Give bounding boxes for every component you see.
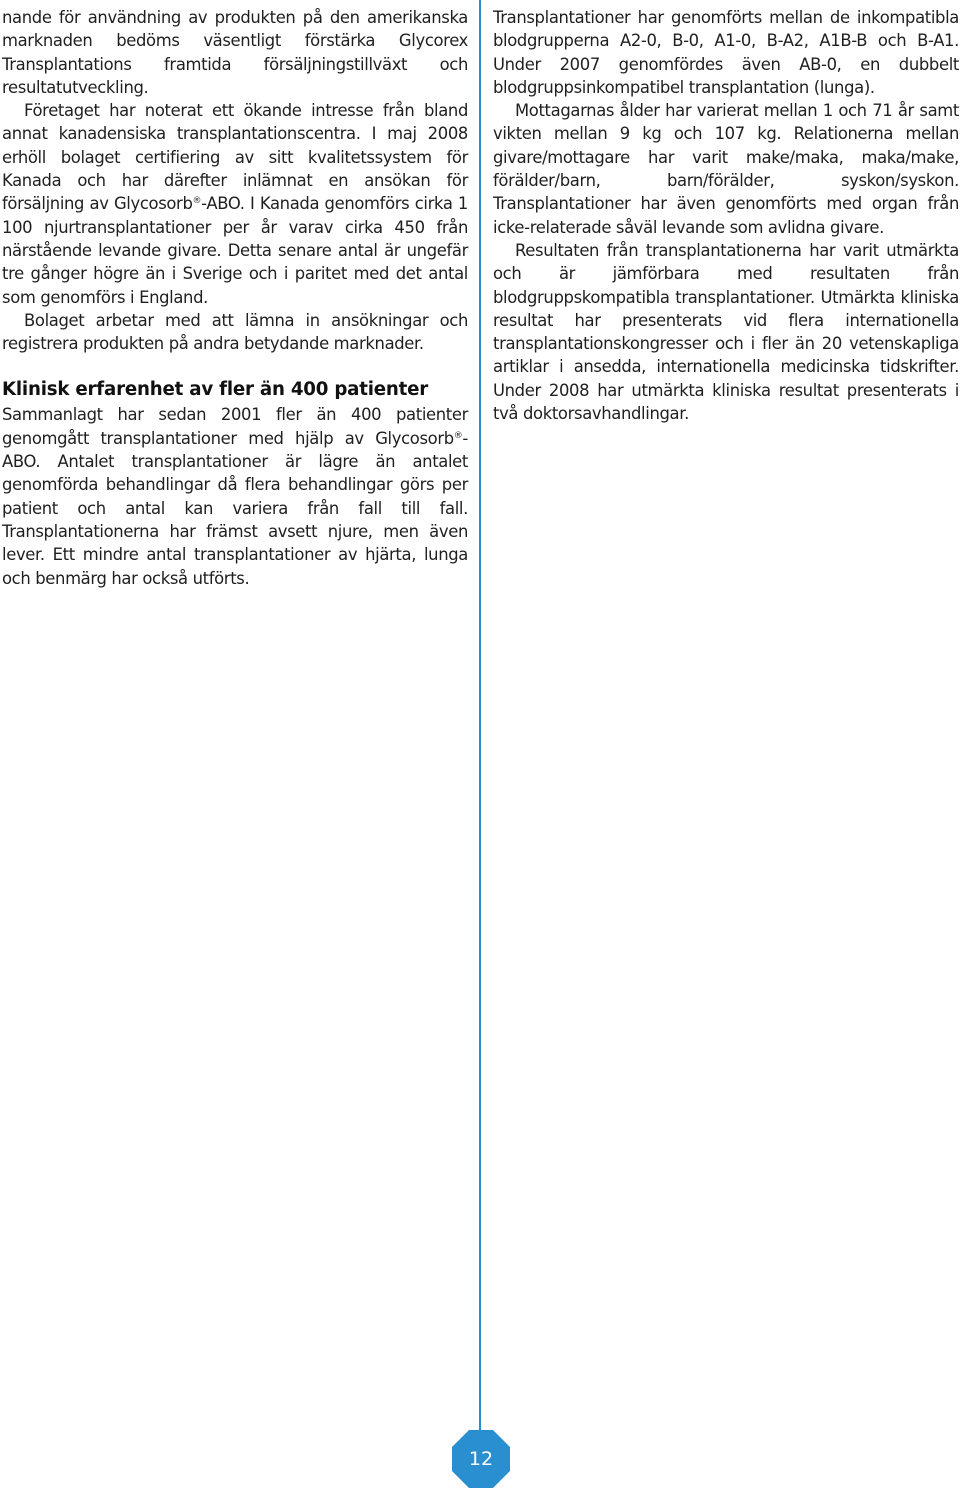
paragraph: Bolaget arbetar med att lämna in ansökningar och registrera produkten på andra betydande marknader. xyxy=(2,310,468,354)
section-heading: Klinisk erfarenhet av fler än 400 patienter xyxy=(2,379,429,401)
paragraph xyxy=(2,403,468,589)
paragraph-text: -ABO. Antalet transplantationer är lägre än antalet genomförda behandlingar då flera behandlingar görs per patient och antal kan variera från fall till fall. Transplantationerna har främst avsett njure, men även lever. Ett mindre antal transplantationer av hjärta, lunga och benmärg har också utförts. xyxy=(2,428,468,588)
registered-mark: ® xyxy=(192,196,202,207)
right-column xyxy=(493,6,959,425)
paragraph: Resultaten från transplantationerna har varit utmärkta och är jämförbara med resultaten från blodgruppskompatibla transplantationer. Utmärkta kliniska resultat har presenterats vid flera internationella transplantationskongresser och i fler än 20 vetenskapliga artiklar i ansedda, internationella medicinska tidskrifter. Under 2008 har utmärkta kliniska resultat presenterats i två doktorsavhandlingar. xyxy=(493,240,959,424)
paragraph xyxy=(2,99,468,309)
paragraph: Mottagarnas ålder har varierat mellan 1 och 71 år samt vikten mellan 9 kg och 107 kg. Relationerna mellan givare/mottagare har varit make/maka, maka/make, förälder/barn, barn/förälder, syskon/syskon. Transplantationer har även genomförts med organ från icke-relaterade såväl levande som avlidna givare. xyxy=(493,101,959,237)
page-number: 12 xyxy=(468,1448,494,1470)
paragraph-text: Sammanlagt har sedan 2001 fler än 400 patienter genomgått transplantationer med hjälp av Glycosorb xyxy=(2,405,468,448)
registered-mark: ® xyxy=(453,430,463,441)
paragraph: nande för användning av produkten på den amerikanska marknaden bedöms väsentligt förstärka Glycorex Transplantations framtida försäljningstillväxt och resultatutveckling. xyxy=(2,8,468,97)
paragraph-text: -ABO. I Kanada genomförs cirka 1 100 njurtransplantationer per år varav cirka 450 från närstående levande givare. Detta senare antal är ungefär tre gånger högre än i Sverige och i paritet med det antal som genomförs i England. xyxy=(2,194,468,307)
column-divider xyxy=(479,0,481,1434)
left-column xyxy=(2,6,468,590)
paragraph-text: Företaget har noterat ett ökande intresse från bland annat kanadensiska transplantationscentra. I maj 2008 erhöll bolaget certifiering av sitt kvalitetssystem för Kanada och har därefter inlämnat en ansökan för försäljning av Glycosorb xyxy=(2,101,468,214)
paragraph: Transplantationer har genomförts mellan de inkompatibla blodgrupperna A2-0, B-0, A1-0, B-A2, A1B-B och B-A1. Under 2007 genomfördes även AB-0, en dubbelt blodgruppsinkompatibel transplantation (lunga). xyxy=(493,8,959,97)
